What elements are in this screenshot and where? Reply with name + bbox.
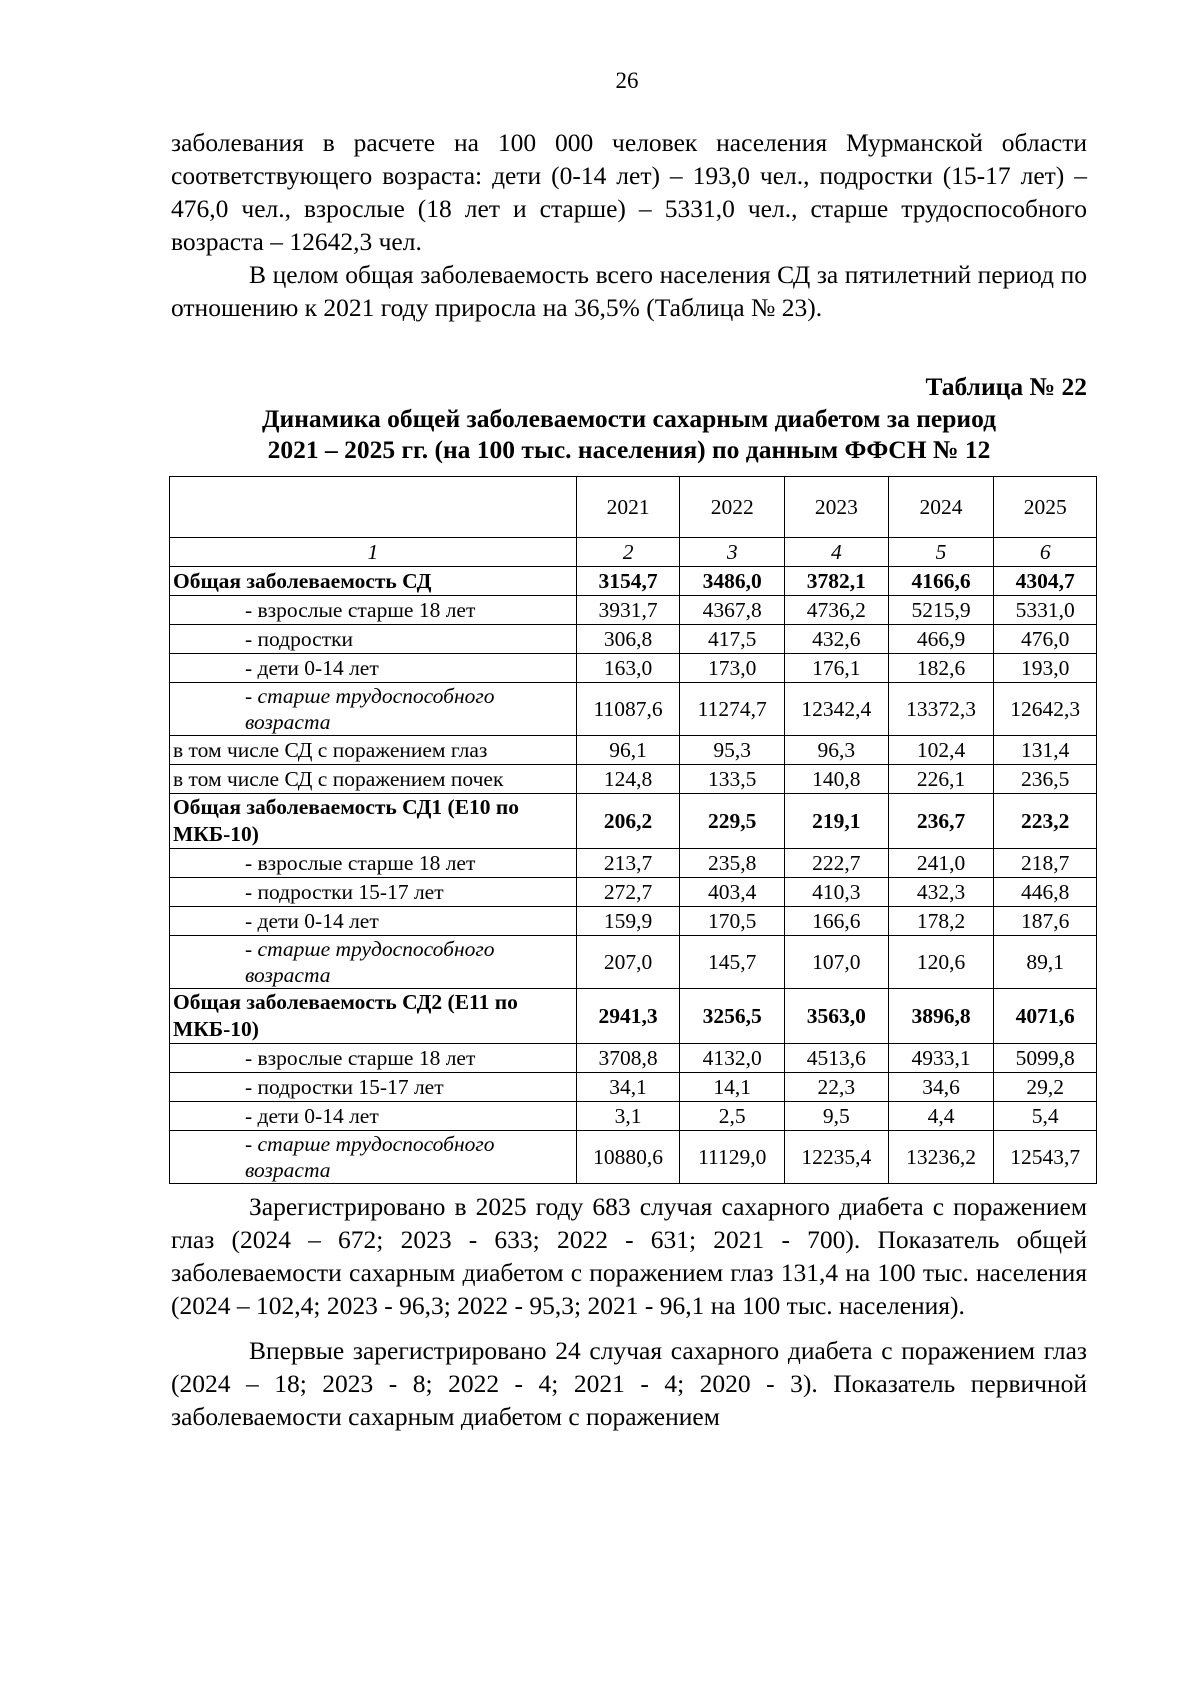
cell-value: 226,1 [888, 765, 994, 794]
table-row [170, 736, 1097, 765]
cell-value: 4933,1 [888, 1044, 994, 1073]
cell-value: 89,1 [994, 936, 1097, 989]
cell-value: 166,6 [785, 907, 889, 936]
cell-value: 170,5 [680, 907, 785, 936]
table-row [170, 567, 1097, 596]
cell-value: 5,4 [994, 1102, 1097, 1131]
cell-value: 120,6 [888, 936, 994, 989]
cell-value: 34,1 [576, 1073, 680, 1102]
cell-value: 2941,3 [576, 989, 680, 1044]
cell-value: 95,3 [680, 736, 785, 765]
cell-value: 218,7 [994, 849, 1097, 878]
cell-value: 432,6 [785, 625, 889, 654]
cell-value: 10880,6 [576, 1131, 680, 1184]
cell-value: 182,6 [888, 654, 994, 683]
table-row [170, 1131, 1097, 1184]
cell-value: 207,0 [576, 936, 680, 989]
cell-value: 12235,4 [785, 1131, 889, 1184]
table-row [170, 878, 1097, 907]
paragraph-2: В целом общая заболеваемость всего населения СД за пятилетний период по отношению к 2021 году приросла на 36,5% (Таблица № 23). [171, 260, 1087, 322]
cell-value: 131,4 [994, 736, 1097, 765]
column-index: 6 [994, 538, 1097, 567]
cell-value: 4304,7 [994, 567, 1097, 596]
cell-value: 272,7 [576, 878, 680, 907]
row-label: - взрослые старше 18 лет [170, 849, 577, 878]
row-label: - подростки 15-17 лет [170, 1073, 577, 1102]
table-row [170, 1073, 1097, 1102]
cell-value: 187,6 [994, 907, 1097, 936]
table-row [170, 849, 1097, 878]
cell-value: 11274,7 [680, 683, 785, 736]
cell-value: 3782,1 [785, 567, 889, 596]
cell-value: 12543,7 [994, 1131, 1097, 1184]
cell-value: 145,7 [680, 936, 785, 989]
page-number: 26 [615, 68, 639, 93]
cell-value: 4071,6 [994, 989, 1097, 1044]
table-row [170, 654, 1097, 683]
cell-value: 5331,0 [994, 596, 1097, 625]
cell-value: 193,0 [994, 654, 1097, 683]
table-row [170, 989, 1097, 1044]
table-row [170, 907, 1097, 936]
cell-value: 236,5 [994, 765, 1097, 794]
cell-value: 235,8 [680, 849, 785, 878]
cell-value: 4513,6 [785, 1044, 889, 1073]
cell-value: 3256,5 [680, 989, 785, 1044]
cell-value: 107,0 [785, 936, 889, 989]
cell-value: 124,8 [576, 765, 680, 794]
cell-value: 236,7 [888, 794, 994, 849]
cell-value: 5099,8 [994, 1044, 1097, 1073]
header-blank [170, 477, 577, 538]
cell-value: 446,8 [994, 878, 1097, 907]
row-label: - дети 0-14 лет [170, 654, 577, 683]
cell-value: 3563,0 [785, 989, 889, 1044]
cell-value: 22,3 [785, 1073, 889, 1102]
table-row [170, 794, 1097, 849]
row-label: - старше трудоспособного возраста [170, 936, 577, 989]
cell-value: 2,5 [680, 1102, 785, 1131]
cell-value: 3896,8 [888, 989, 994, 1044]
cell-value: 12342,4 [785, 683, 889, 736]
cell-value: 219,1 [785, 794, 889, 849]
row-label: - дети 0-14 лет [170, 907, 577, 936]
cell-value: 3154,7 [576, 567, 680, 596]
cell-value: 133,5 [680, 765, 785, 794]
cell-value: 466,9 [888, 625, 994, 654]
table-row [170, 936, 1097, 989]
paragraph-4: Впервые зарегистрировано 24 случая сахарного диабета с поражением глаз (2024 – 18; 2023 - 8; 2022 - 4; 2021 - 4; 2020 - 3). Показатель первичной заболеваемости сахарным диабетом с поражением [171, 1336, 1087, 1431]
column-index: 2 [576, 538, 680, 567]
cell-value: 4367,8 [680, 596, 785, 625]
cell-value: 11129,0 [680, 1131, 785, 1184]
column-index: 5 [888, 538, 994, 567]
cell-value: 163,0 [576, 654, 680, 683]
cell-value: 410,3 [785, 878, 889, 907]
cell-value: 96,1 [576, 736, 680, 765]
cell-value: 159,9 [576, 907, 680, 936]
table-row [170, 1102, 1097, 1131]
cell-value: 213,7 [576, 849, 680, 878]
paragraph-1: заболевания в расчете на 100 000 человек населения Мурманской области соответствующего возраста: дети (0-14 лет) – 193,0 чел., подростки (15-17 лет) – 476,0 чел., взрослые (18 лет и старше) – 5331,0 чел., старше трудоспособного возраста – 12642,3 чел. [171, 128, 1087, 256]
cell-value: 5215,9 [888, 596, 994, 625]
incidence-table [169, 476, 1097, 1184]
cell-value: 417,5 [680, 625, 785, 654]
column-index: 4 [785, 538, 889, 567]
cell-value: 3931,7 [576, 596, 680, 625]
year-header: 2024 [888, 477, 994, 538]
year-header: 2023 [785, 477, 889, 538]
cell-value: 12642,3 [994, 683, 1097, 736]
row-label: в том числе СД с поражением глаз [170, 736, 577, 765]
cell-value: 3486,0 [680, 567, 785, 596]
table-title [171, 403, 1087, 465]
row-label: - подростки [170, 625, 577, 654]
paragraph-3: Зарегистрировано в 2025 году 683 случая сахарного диабета с поражением глаз (2024 – 672; 2023 - 633; 2022 - 631; 2021 - 700). Показатель общей заболеваемости сахарным диабетом с поражением глаз 131,4 на 100 тыс. населения (2024 – 102,4; 2023 - 96,3; 2022 - 95,3; 2021 - 96,1 на 100 тыс. населения). [171, 1192, 1087, 1320]
row-label: Общая заболеваемость СД1 (Е10 по МКБ-10) [170, 794, 577, 849]
cell-value: 3,1 [576, 1102, 680, 1131]
cell-value: 229,5 [680, 794, 785, 849]
row-label: Общая заболеваемость СД [170, 567, 577, 596]
cell-value: 4132,0 [680, 1044, 785, 1073]
table-row [170, 596, 1097, 625]
cell-value: 476,0 [994, 625, 1097, 654]
cell-value: 178,2 [888, 907, 994, 936]
cell-value: 206,2 [576, 794, 680, 849]
cell-value: 13372,3 [888, 683, 994, 736]
cell-value: 223,2 [994, 794, 1097, 849]
table-title-line-2: 2021 – 2025 гг. (на 100 тыс. населения) по данным ФФСН № 12 [267, 435, 991, 464]
row-label: - старше трудоспособного возраста [170, 683, 577, 736]
cell-value: 4166,6 [888, 567, 994, 596]
column-index: 1 [170, 538, 577, 567]
year-header: 2021 [576, 477, 680, 538]
cell-value: 102,4 [888, 736, 994, 765]
table-title-line-1: Динамика общей заболеваемости сахарным диабетом за период [261, 404, 997, 433]
table-header-row [170, 477, 1097, 538]
cell-value: 140,8 [785, 765, 889, 794]
cell-value: 403,4 [680, 878, 785, 907]
cell-value: 222,7 [785, 849, 889, 878]
row-label: Общая заболеваемость СД2 (Е11 по МКБ-10) [170, 989, 577, 1044]
cell-value: 173,0 [680, 654, 785, 683]
cell-value: 4,4 [888, 1102, 994, 1131]
row-label: - взрослые старше 18 лет [170, 596, 577, 625]
cell-value: 14,1 [680, 1073, 785, 1102]
table-number: Таблица № 22 [925, 372, 1087, 401]
cell-value: 96,3 [785, 736, 889, 765]
year-header: 2025 [994, 477, 1097, 538]
cell-value: 3708,8 [576, 1044, 680, 1073]
row-label: - подростки 15-17 лет [170, 878, 577, 907]
table-row [170, 765, 1097, 794]
table-index-row [170, 538, 1097, 567]
cell-value: 34,6 [888, 1073, 994, 1102]
year-header: 2022 [680, 477, 785, 538]
row-label: в том числе СД с поражением почек [170, 765, 577, 794]
column-index: 3 [680, 538, 785, 567]
cell-value: 176,1 [785, 654, 889, 683]
table-row [170, 683, 1097, 736]
row-label: - взрослые старше 18 лет [170, 1044, 577, 1073]
table-row [170, 625, 1097, 654]
cell-value: 29,2 [994, 1073, 1097, 1102]
cell-value: 11087,6 [576, 683, 680, 736]
cell-value: 4736,2 [785, 596, 889, 625]
cell-value: 9,5 [785, 1102, 889, 1131]
cell-value: 241,0 [888, 849, 994, 878]
table-row [170, 1044, 1097, 1073]
page-content [171, 126, 1087, 1433]
cell-value: 432,3 [888, 878, 994, 907]
row-label: - старше трудоспособного возраста [170, 1131, 577, 1184]
row-label: - дети 0-14 лет [170, 1102, 577, 1131]
cell-value: 13236,2 [888, 1131, 994, 1184]
cell-value: 306,8 [576, 625, 680, 654]
